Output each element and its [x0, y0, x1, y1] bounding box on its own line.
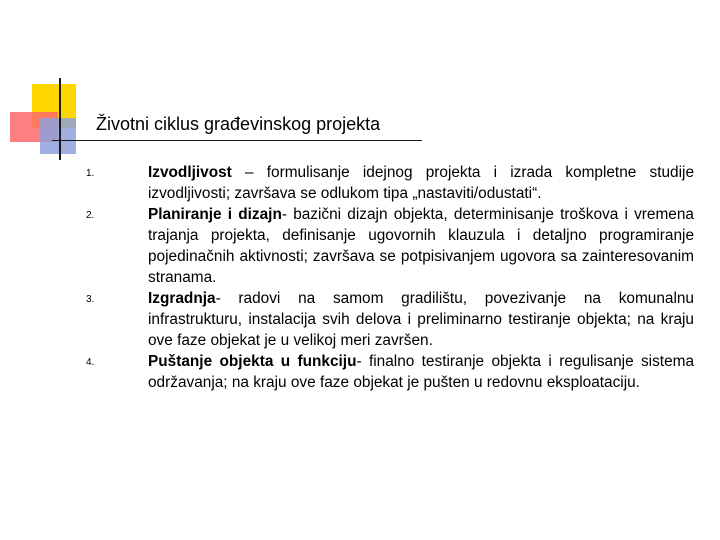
title-underline [52, 140, 422, 141]
item-number: 3. [86, 294, 95, 305]
item-text: – formulisanje idejnog projekta i izrada kompletne studije izvodljivosti; završava se odlukom tipa „nastaviti/odustati“. [148, 164, 694, 202]
list-item [86, 288, 694, 351]
item-text: - finalno testiranje objekta i regulisanje sistema održavanja; na kraju ove faze objekat je pušten u redovnu eksploataciju. [148, 353, 695, 391]
item-text: - radovi na samom gradilištu, povezivanje na komunalnu infrastrukturu, instalacija svih delova i preliminarno testiranje objekta; na kraju ove faze objekat je u velikoj meri završen. [148, 290, 694, 349]
slide-title: Životni ciklus građevinskog projekta [96, 114, 381, 134]
item-heading: Planiranje i dizajn [148, 206, 282, 223]
item-number: 1. [86, 168, 95, 179]
list-item [86, 162, 694, 204]
item-number: 4. [86, 357, 95, 368]
item-number: 2. [86, 210, 95, 221]
phase-list [86, 162, 694, 393]
list-item [86, 351, 694, 393]
vertical-rule [59, 78, 61, 160]
list-item [86, 204, 694, 288]
blue-square [40, 118, 76, 154]
item-heading: Puštanje objekta u funkciju [148, 353, 357, 370]
item-heading: Izgradnja [148, 290, 216, 307]
item-text: - bazični dizajn objekta, determinisanje troškova i vremena trajanja projekta, definisanje ugovornih klauzula i detaljno programiranje pojedinačnih aktivnosti; završava se potpisivanjem ugovora sa zainteresovanim stranama. [148, 206, 694, 286]
item-heading: Izvodljivost [148, 164, 232, 181]
